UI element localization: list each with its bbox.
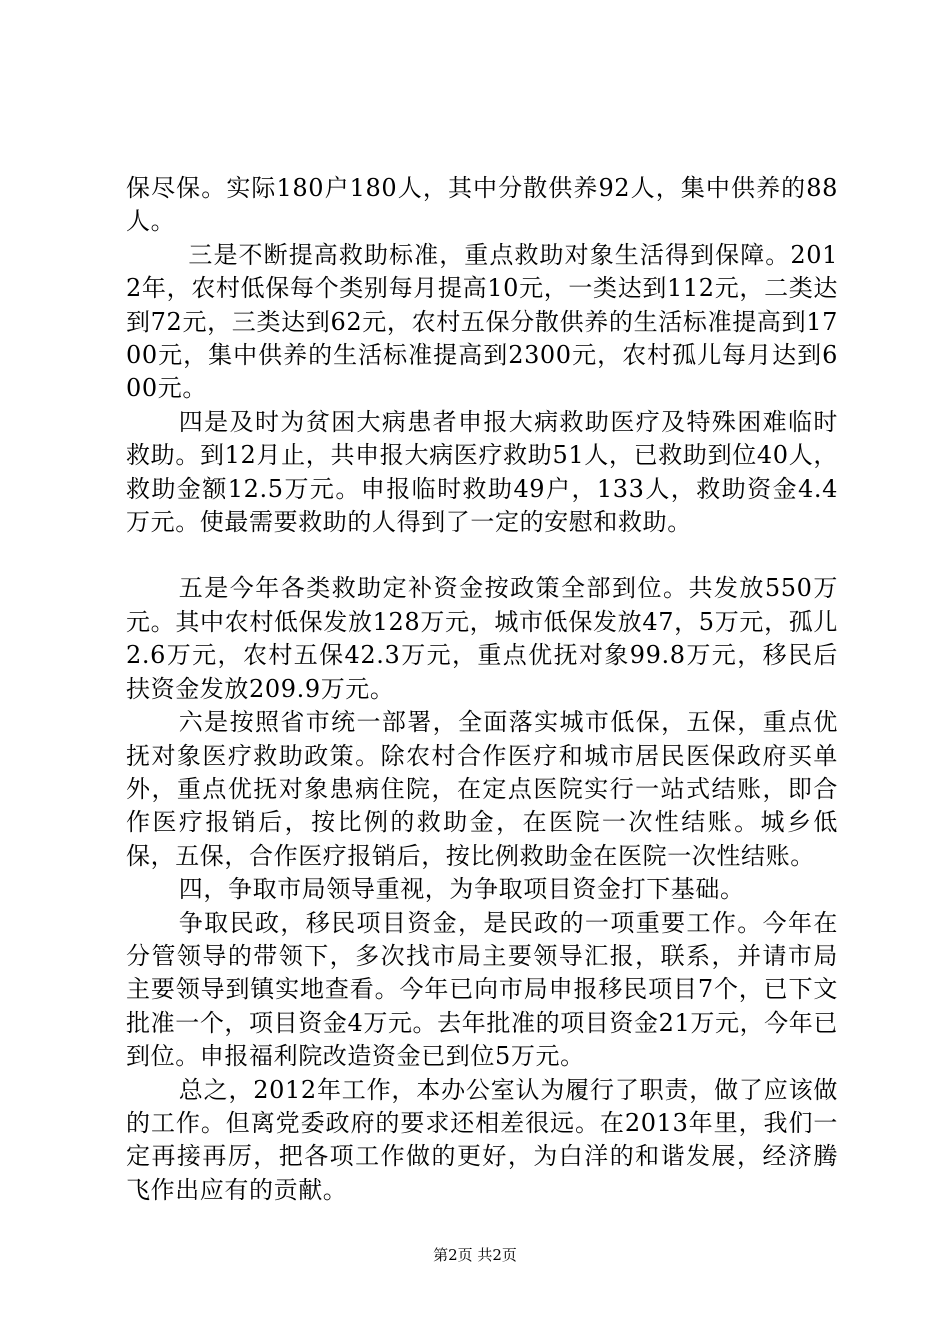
paragraph-item-3: 三是不断提高救助标准，重点救助对象生活得到保障。2012年，农村低保每个类别每月提高10元，一类达到112元，二类达到72元，三类达到62元，农村五保分散供养的生活标准提高到1700元，集中供养的生活标准提高到2300元，农村孤儿每月达到600元。 — [126, 240, 838, 403]
document-body — [126, 172, 838, 1207]
section-heading-4: 四，争取市局领导重视，为争取项目资金打下基础。 — [178, 875, 745, 904]
paragraph-item-4: 四是及时为贫困大病患者申报大病救助医疗及特殊困难临时救助。到12月止，共申报大病医疗救助51人，已救助到位40人，救助金额12.5万元。申报临时救助49户，133人，救助资金4.4万元。使最需要救助的人得到了一定的安慰和救助。 — [126, 407, 838, 537]
paragraph-summary: 总之，2012年工作，本办公室认为履行了职责，做了应该做的工作。但离党委政府的要求还相差很远。在2013年里，我们一定再接再厉，把各项工作做的更好，为白洋的和谐发展，经济腾飞作出应有的贡献。 — [126, 1075, 838, 1204]
page-footer: 第2页 共2页 — [433, 1246, 517, 1264]
paragraph-project-funds: 争取民政，移民项目资金，是民政的一项重要工作。今年在分管领导的带领下，多次找市局主要领导汇报，联系，并请市局主要领导到镇实地查看。今年已向市局申报移民项目7个，已下文批准一个，项目资金4万元。去年批准的项目资金21万元，今年已到位。申报福利院改造资金已到位5万元。 — [126, 908, 838, 1071]
paragraph-gap — [126, 539, 838, 572]
paragraph-item-5: 五是今年各类救助定补资金按政策全部到位。共发放550万元。其中农村低保发放128万元，城市低保发放47，5万元，孤儿2.6万元，农村五保42.3万元，重点优抚对象99.8万元，移民后扶资金发放209.9万元。 — [126, 574, 838, 703]
paragraph-continuation: 保尽保。实际180户180人，其中分散供养92人，集中供养的88人。 — [126, 174, 838, 236]
paragraph-item-6: 六是按照省市统一部署，全面落实城市低保，五保，重点优抚对象医疗救助政策。除农村合作医疗和城市居民医保政府买单外，重点优抚对象患病住院，在定点医院实行一站式结账，即合作医疗报销后，按比例的救助金，在医院一次性结账。城乡低保，五保，合作医疗报销后，按比例救助金在医院一次性结账。 — [126, 708, 838, 870]
